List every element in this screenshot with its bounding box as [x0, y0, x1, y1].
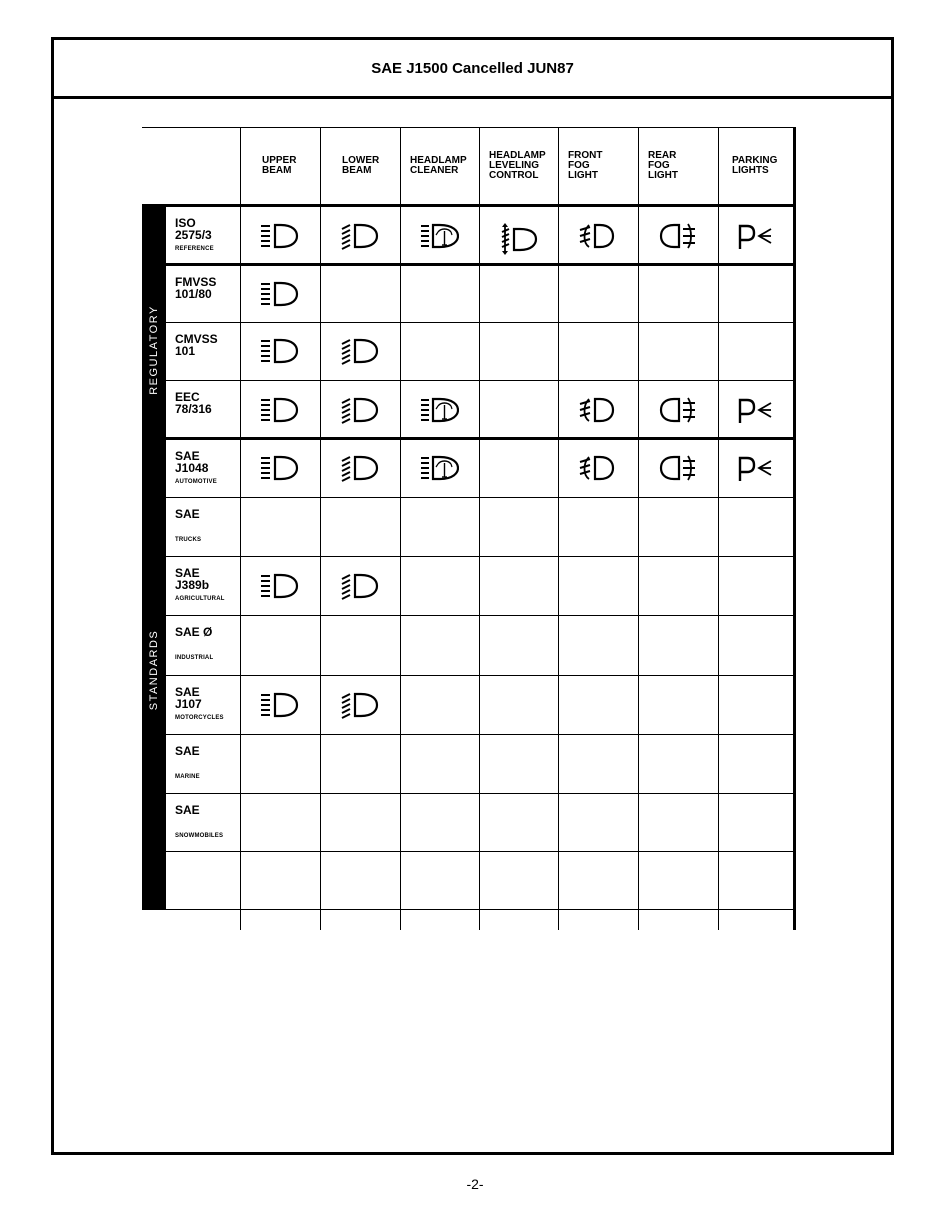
column-header-line: LEVELING [489, 160, 540, 171]
rear-fog-icon [659, 223, 697, 255]
row-header [175, 626, 243, 662]
column-header-line: HEADLAMP [489, 150, 546, 161]
column-header-line: UPPER [262, 155, 297, 166]
row-header [175, 450, 243, 486]
upper-beam-icon [261, 338, 299, 370]
headlamp-cleaner-icon [421, 223, 459, 255]
row-rule [166, 556, 793, 557]
headlamp-leveling-icon [500, 223, 538, 255]
row-header-line: SAE [175, 685, 200, 699]
row-header [175, 862, 243, 886]
column-header-line: REAR [648, 150, 677, 161]
headlamp-cleaner-icon [421, 397, 459, 429]
row-header-line [175, 757, 243, 769]
row-header-line [175, 816, 243, 828]
row-header-category: REFERENCE [175, 246, 214, 252]
column-header-headlamp-leveling [487, 127, 554, 205]
headlamp-cleaner-icon [421, 455, 459, 487]
column-header-rear-fog [646, 127, 714, 205]
row-header-line: SAE [175, 803, 200, 817]
column-header-line: BEAM [262, 165, 292, 176]
group-label-standards: STANDARDS [148, 629, 160, 711]
upper-beam-icon [261, 223, 299, 255]
row-header-line: ISO [175, 216, 196, 230]
row-header-line: CMVSS [175, 332, 218, 346]
lower-beam-icon [341, 455, 379, 487]
row-header-category: TRUCKS [175, 537, 202, 543]
upper-beam-icon [261, 455, 299, 487]
row-header-category: SNOWMOBILES [175, 833, 224, 839]
row-rule [166, 437, 793, 440]
row-header-line: 2575/3 [175, 228, 212, 242]
lower-beam-icon [341, 397, 379, 429]
column-header-line: FOG [568, 160, 590, 171]
column-header-line: LOWER [342, 155, 380, 166]
row-header-line: 101/80 [175, 287, 212, 301]
row-header-line: J1048 [175, 461, 209, 475]
column-rule [718, 127, 719, 930]
row-header [175, 217, 243, 253]
lower-beam-icon [341, 573, 379, 605]
upper-beam-icon [261, 692, 299, 724]
row-rule [166, 263, 793, 266]
row-rule [166, 322, 793, 323]
column-header-lower-beam [328, 127, 396, 205]
column-rule [638, 127, 639, 930]
row-header-category: INDUSTRIAL [175, 655, 214, 661]
parking-icon [737, 223, 775, 255]
row-header [175, 567, 243, 603]
parking-icon [737, 455, 775, 487]
page-number: -2- [466, 1176, 484, 1192]
front-fog-icon [579, 455, 617, 487]
parking-icon [737, 397, 775, 429]
lower-beam-icon [341, 223, 379, 255]
row-rule [166, 851, 793, 852]
column-header-line: LIGHT [568, 170, 598, 181]
upper-beam-icon [261, 573, 299, 605]
column-rule [479, 127, 480, 930]
row-header [175, 333, 243, 357]
column-header-line: LIGHTS [732, 165, 769, 176]
column-rule [320, 127, 321, 930]
row-header-category: MOTORCYCLES [175, 715, 224, 721]
row-header-line [175, 638, 243, 650]
rear-fog-icon [659, 455, 697, 487]
column-rule [400, 127, 401, 930]
front-fog-icon [579, 223, 617, 255]
column-rule [558, 127, 559, 930]
row-header [175, 508, 243, 544]
column-header-line: PARKING [732, 155, 778, 166]
row-header [175, 804, 243, 840]
row-rule [166, 793, 793, 794]
header-bottom-rule [142, 204, 793, 207]
row-header [175, 686, 243, 722]
row-header-line [175, 862, 243, 874]
row-header-line: 78/316 [175, 402, 212, 416]
row-header [175, 391, 243, 415]
rear-fog-icon [659, 397, 697, 429]
row-rule [166, 497, 793, 498]
column-header-line: HEADLAMP [410, 155, 467, 166]
row-header-category: MARINE [175, 774, 200, 780]
row-header-category: AGRICULTURAL [175, 596, 225, 602]
row-header-line: FMVSS [175, 275, 217, 289]
group-label-regulatory: REGULATORY [148, 305, 160, 395]
upper-beam-icon [261, 281, 299, 313]
lower-beam-icon [341, 692, 379, 724]
column-header-headlamp-cleaner [408, 127, 475, 205]
row-rule [166, 675, 793, 676]
column-header-line: FRONT [568, 150, 603, 161]
column-header-line: BEAM [342, 165, 372, 176]
upper-beam-icon [261, 397, 299, 429]
row-header-line: J389b [175, 578, 210, 592]
row-header-line: 101 [175, 344, 196, 358]
row-header-line [175, 520, 243, 532]
column-header-line: CLEANER [410, 165, 459, 176]
row-header [175, 745, 243, 781]
row-rule [166, 380, 793, 381]
page-title [54, 40, 891, 99]
row-header-category: AUTOMOTIVE [175, 479, 217, 485]
column-header-parking [726, 127, 789, 205]
column-header-upper-beam [248, 127, 316, 205]
row-rule [166, 615, 793, 616]
row-header-line: SAE Ø [175, 625, 213, 639]
column-header-line: CONTROL [489, 170, 539, 181]
row-header-line: EEC [175, 390, 200, 404]
row-header-line: SAE [175, 449, 200, 463]
front-fog-icon [579, 397, 617, 429]
column-header-line: FOG [648, 160, 670, 171]
row-header [175, 276, 243, 300]
row-header-line: SAE [175, 566, 200, 580]
row-rule [166, 734, 793, 735]
row-header-line [175, 874, 243, 886]
row-header-line: SAE [175, 507, 200, 521]
column-header-front-fog [566, 127, 634, 205]
column-header-line: LIGHT [648, 170, 678, 181]
title-text: SAE J1500 Cancelled JUN87 [371, 59, 574, 77]
row-header-line: J107 [175, 697, 202, 711]
row-header-line: SAE [175, 744, 200, 758]
lower-beam-icon [341, 338, 379, 370]
row-rule [166, 909, 793, 910]
column-rule [793, 127, 796, 930]
